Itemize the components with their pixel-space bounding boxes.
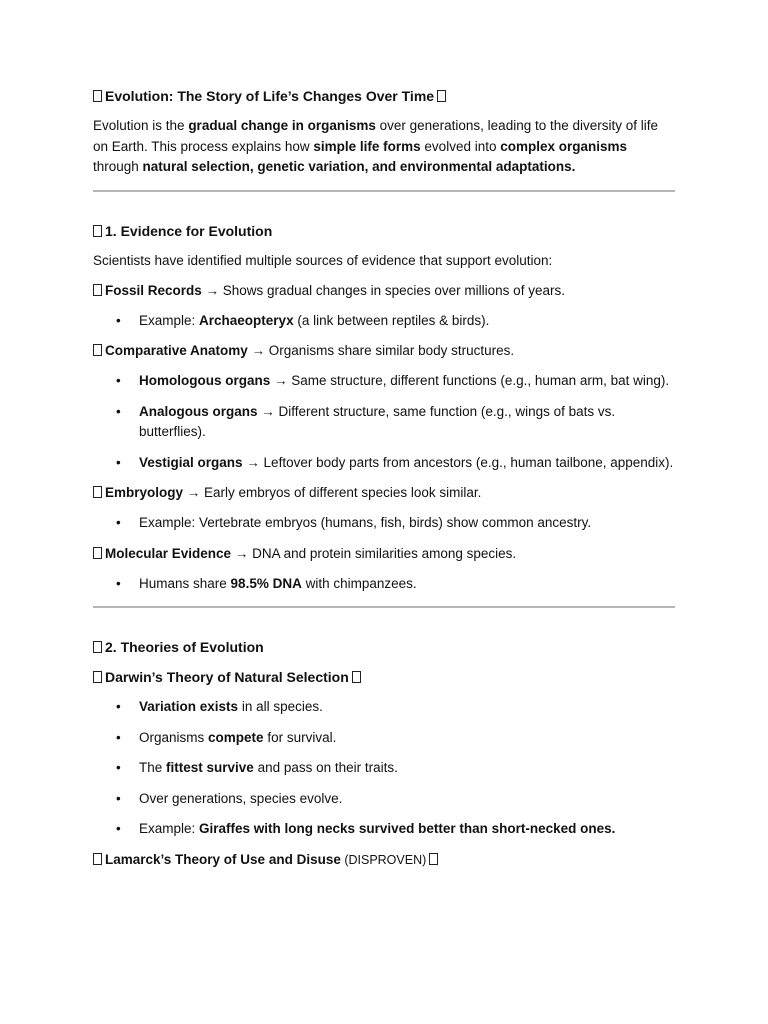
bullet-icon: •: [116, 790, 121, 806]
anatomy-list: [93, 371, 675, 473]
list-item: • Homologous organs → Same structure, different functions (e.g., human arm, bat wing).: [93, 371, 675, 392]
section-heading-evidence: 1. Evidence for Evolution: [93, 221, 675, 241]
emoji-placeholder-icon: [93, 225, 102, 237]
fossil-list: [93, 311, 675, 332]
bullet-icon: •: [116, 729, 121, 745]
list-item: • Vestigial organs → Leftover body parts from ancestors (e.g., human tailbone, appendix).: [93, 453, 675, 474]
bullet-icon: •: [116, 575, 121, 591]
darwin-heading: Darwin’s Theory of Natural Selection: [93, 667, 675, 687]
evidence-fossil: Fossil Records → Shows gradual changes in species over millions of years.: [93, 281, 675, 301]
emoji-placeholder-icon: [429, 853, 438, 865]
emoji-placeholder-icon: [93, 641, 102, 653]
emoji-placeholder-icon: [93, 486, 102, 498]
molecular-list: [93, 574, 675, 595]
list-item: • Variation exists in all species.: [93, 697, 675, 718]
list-item: • Example: Giraffes with long necks survived better than short-necked ones.: [93, 819, 675, 840]
bullet-icon: •: [116, 403, 121, 419]
bullet-icon: •: [116, 699, 121, 714]
evidence-molecular: Molecular Evidence → DNA and protein similarities among species.: [93, 544, 675, 564]
list-item: • Organisms compete for survival.: [93, 728, 675, 749]
section-divider: [93, 190, 675, 192]
bullet-icon: •: [116, 454, 121, 470]
list-item: • Humans share 98.5% DNA with chimpanzees.: [93, 574, 675, 595]
section-divider: [93, 606, 675, 608]
evidence-anatomy: Comparative Anatomy → Organisms share similar body structures.: [93, 341, 675, 361]
list-item: • Analogous organs → Different structure, same function (e.g., wings of bats vs. butterflies).: [116, 403, 616, 439]
document-title: Evolution: The Story of Life’s Changes Over Time: [93, 86, 675, 106]
emoji-placeholder-icon: [93, 90, 102, 102]
emoji-placeholder-icon: [437, 90, 446, 102]
evidence-lead: Scientists have identified multiple sources of evidence that support evolution:: [93, 252, 553, 268]
list-item: • Example: Vertebrate embryos (humans, fish, birds) show common ancestry.: [93, 513, 675, 534]
bullet-icon: •: [116, 821, 121, 836]
bullet-icon: •: [116, 515, 121, 530]
emoji-placeholder-icon: [93, 284, 102, 296]
bullet-icon: •: [116, 760, 121, 775]
embryology-list: [93, 513, 675, 534]
lamarck-heading: Lamarck’s Theory of Use and Disuse (DISPROVEN): [93, 850, 675, 870]
bullet-icon: •: [116, 373, 121, 388]
list-item: • The fittest survive and pass on their traits.: [93, 758, 675, 779]
emoji-placeholder-icon: [93, 344, 102, 356]
list-item: • Over generations, species evolve.: [93, 789, 675, 810]
intro-paragraph: Evolution is the gradual change in organisms over generations, leading to the diversity of life on Earth. This process explains how simple life forms evolved into complex organisms through natural selection, genetic variation, and environmental adaptations.: [93, 118, 659, 174]
list-item: • Example: Archaeopteryx (a link between reptiles & birds).: [93, 311, 675, 332]
document-body: [93, 86, 675, 870]
bullet-icon: •: [116, 312, 121, 328]
emoji-placeholder-icon: [93, 547, 102, 559]
emoji-placeholder-icon: [93, 853, 102, 865]
emoji-placeholder-icon: [352, 671, 361, 683]
darwin-list: [93, 697, 675, 840]
emoji-placeholder-icon: [93, 671, 102, 683]
evidence-embryology: Embryology → Early embryos of different species look similar.: [93, 483, 675, 503]
section-heading-theories: 2. Theories of Evolution: [93, 637, 675, 657]
